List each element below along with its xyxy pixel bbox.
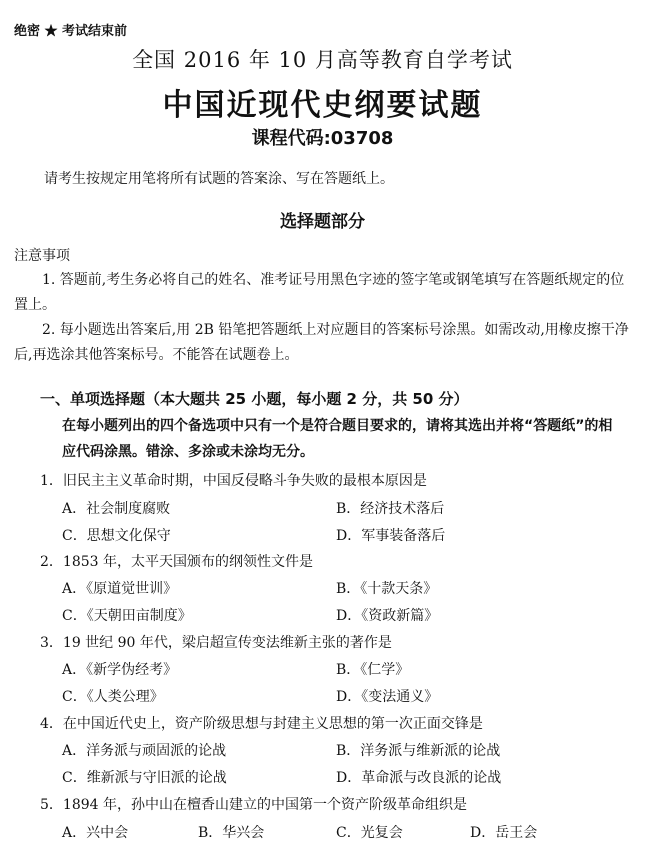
option-b: B．经济技术落后 [336, 501, 445, 517]
option-d: D．革命派与改良派的论战 [336, 770, 502, 786]
part-title: 选择题部分 [280, 212, 365, 232]
note-item: 1. 答题前,考生务必将自己的姓名、准考证号用黑色字迹的签字笔或钢笔填写在答题纸规定的位置上。 [14, 272, 625, 313]
section-title: 一、单项选择题（本大题共 25 小题，每小题 2 分，共 50 分） [40, 390, 469, 408]
question-stem: 2．1853 年，太平天国颁布的纲领性文件是 [40, 554, 313, 570]
notes-title: 注意事项 [14, 248, 70, 264]
option-c: C．思想文化保守 [62, 528, 171, 544]
option-a: A．《原道觉世训》 [62, 581, 178, 597]
option-b: B．《仁学》 [336, 662, 410, 678]
option-d: D．岳王会 [470, 825, 538, 841]
paper-title: 中国近现代史纲要试题 [162, 88, 483, 123]
option-c: C．光复会 [336, 825, 403, 841]
instruction: 请考生按规定用笔将所有试题的答案涂、写在答题纸上。 [44, 171, 394, 187]
course-code: 课程代码:03708 [251, 128, 394, 149]
option-c: C．《人类公理》 [62, 689, 164, 705]
option-b: B．洋务派与维新派的论战 [336, 743, 501, 759]
option-a: A．社会制度腐败 [62, 501, 171, 517]
option-d: D．《资政新篇》 [336, 608, 439, 624]
question-stem: 5．1894 年，孙中山在檀香山建立的中国第一个资产阶级革命组织是 [40, 797, 467, 813]
option-a: A．兴中会 [62, 825, 129, 841]
option-a: A．洋务派与顽固派的论战 [62, 743, 227, 759]
option-c: C．《天朝田亩制度》 [62, 608, 192, 624]
note-item: 2. 每小题选出答案后,用 2B 铅笔把答题纸上对应题目的答案标号涂黑。如需改动,用橡皮擦干净后,再选涂其他答案标号。不能答在试题卷上。 [14, 322, 629, 363]
question-stem: 4．在中国近代史上，资产阶级思想与封建主义思想的第一次正面交锋是 [40, 716, 483, 732]
option-b: B．《十款天条》 [336, 581, 438, 597]
option-d: D．《变法通义》 [336, 689, 439, 705]
question-stem: 3．19 世纪 90 年代，梁启超宣传变法维新主张的著作是 [40, 635, 392, 651]
option-b: B．华兴会 [198, 825, 265, 841]
option-a: A．《新学伪经考》 [62, 662, 178, 678]
exam-title: 全国 2016 年 10 月高等教育自学考试 [132, 48, 513, 72]
option-c: C．维新派与守旧派的论战 [62, 770, 227, 786]
secret-label: 绝密 ★ 考试结束前 [14, 24, 128, 39]
option-d: D．军事装备落后 [336, 528, 446, 544]
question-stem: 1．旧民主主义革命时期，中国反侵略斗争失败的最根本原因是 [40, 473, 427, 489]
section-description: 在每小题列出的四个备选项中只有一个是符合题目要求的，请将其选出并将“答题纸”的相应代码涂黑。错涂、多涂或未涂均无分。 [62, 418, 613, 460]
